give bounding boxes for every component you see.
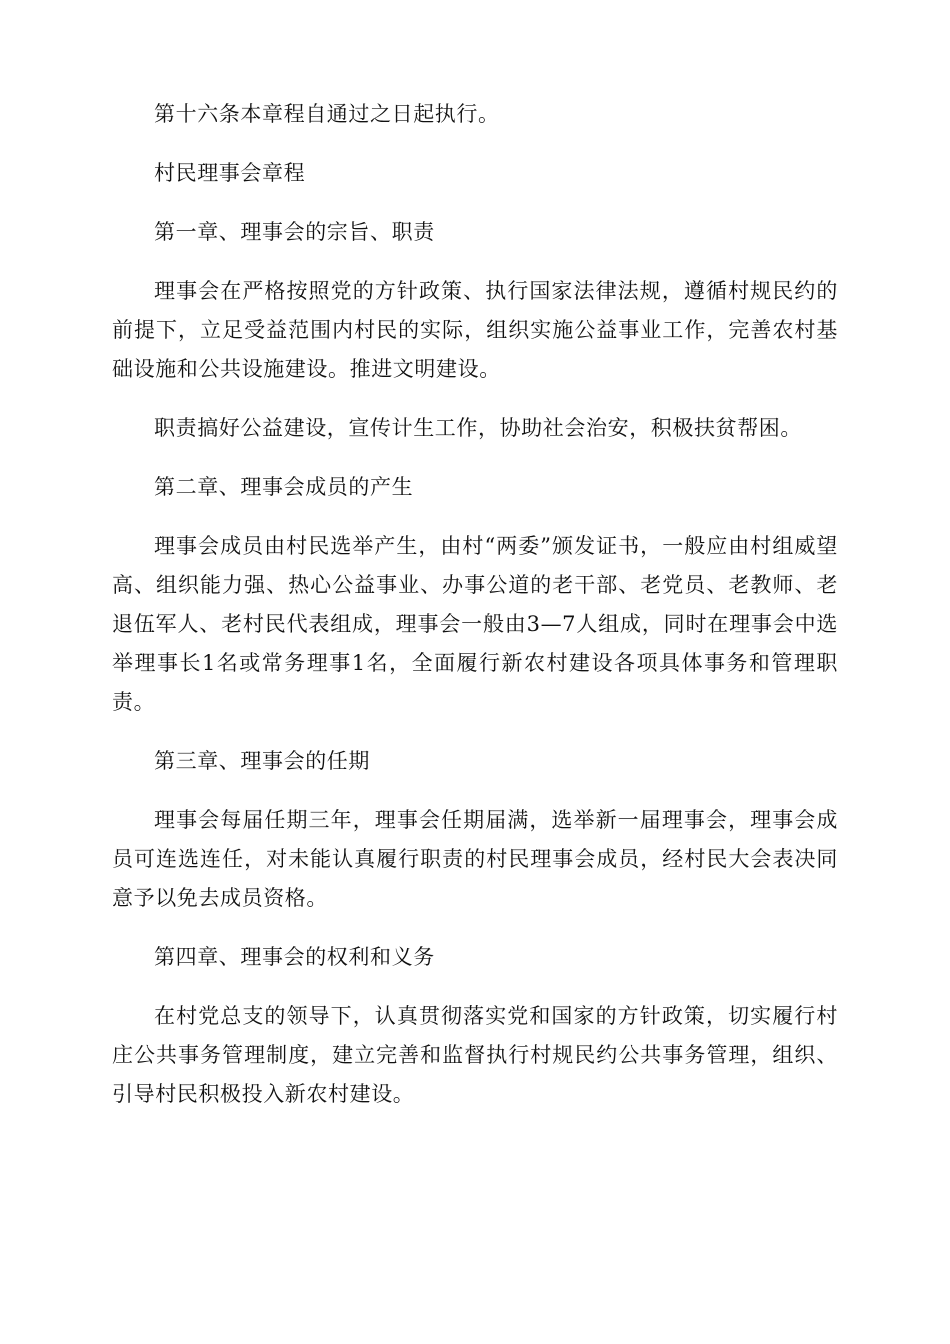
document-body — [112, 95, 838, 1134]
duties-paragraph: 职责搞好公益建设，宣传计生工作，协助社会治安，积极扶贫帮困。 — [154, 416, 802, 440]
chapter-2-body: 理事会成员由村民选举产生，由村“两委”颁发证书，一般应由村组威望高、组织能力强、热心公益事业、办事公道的老干部、老党员、老教师、老退伍军人、老村民代表组成，理事会一般由3—7人组成，同时在理事会中选举理事长1名或常务理事1名，全面履行新农村建设各项具体事务和管理职责。 — [112, 534, 838, 714]
chapter-2-heading: 第二章、理事会成员的产生 — [154, 475, 414, 499]
charter-title: 村民理事会章程 — [154, 161, 306, 185]
chapter-3-body: 理事会每届任期三年，理事会任期届满，选举新一届理事会，理事会成员可连选连任，对未能认真履行职责的村民理事会成员，经村民大会表决同意予以免去成员资格。 — [112, 808, 838, 910]
chapter-3-heading: 第三章、理事会的任期 — [154, 749, 370, 773]
chapter-4-body: 在村党总支的领导下，认真贯彻落实党和国家的方针政策，切实履行村庄公共事务管理制度，建立完善和监督执行村规民约公共事务管理，组织、引导村民积极投入新农村建设。 — [112, 1004, 838, 1106]
paragraph-article-16: 第十六条本章程自通过之日起执行。 — [154, 102, 500, 126]
chapter-1-body: 理事会在严格按照党的方针政策、执行国家法律法规，遵循村规民约的前提下，立足受益范围内村民的实际，组织实施公益事业工作，完善农村基础设施和公共设施建设。推进文明建设。 — [112, 279, 838, 381]
chapter-1-heading: 第一章、理事会的宗旨、职责 — [154, 220, 435, 244]
chapter-4-heading: 第四章、理事会的权利和义务 — [154, 945, 435, 969]
